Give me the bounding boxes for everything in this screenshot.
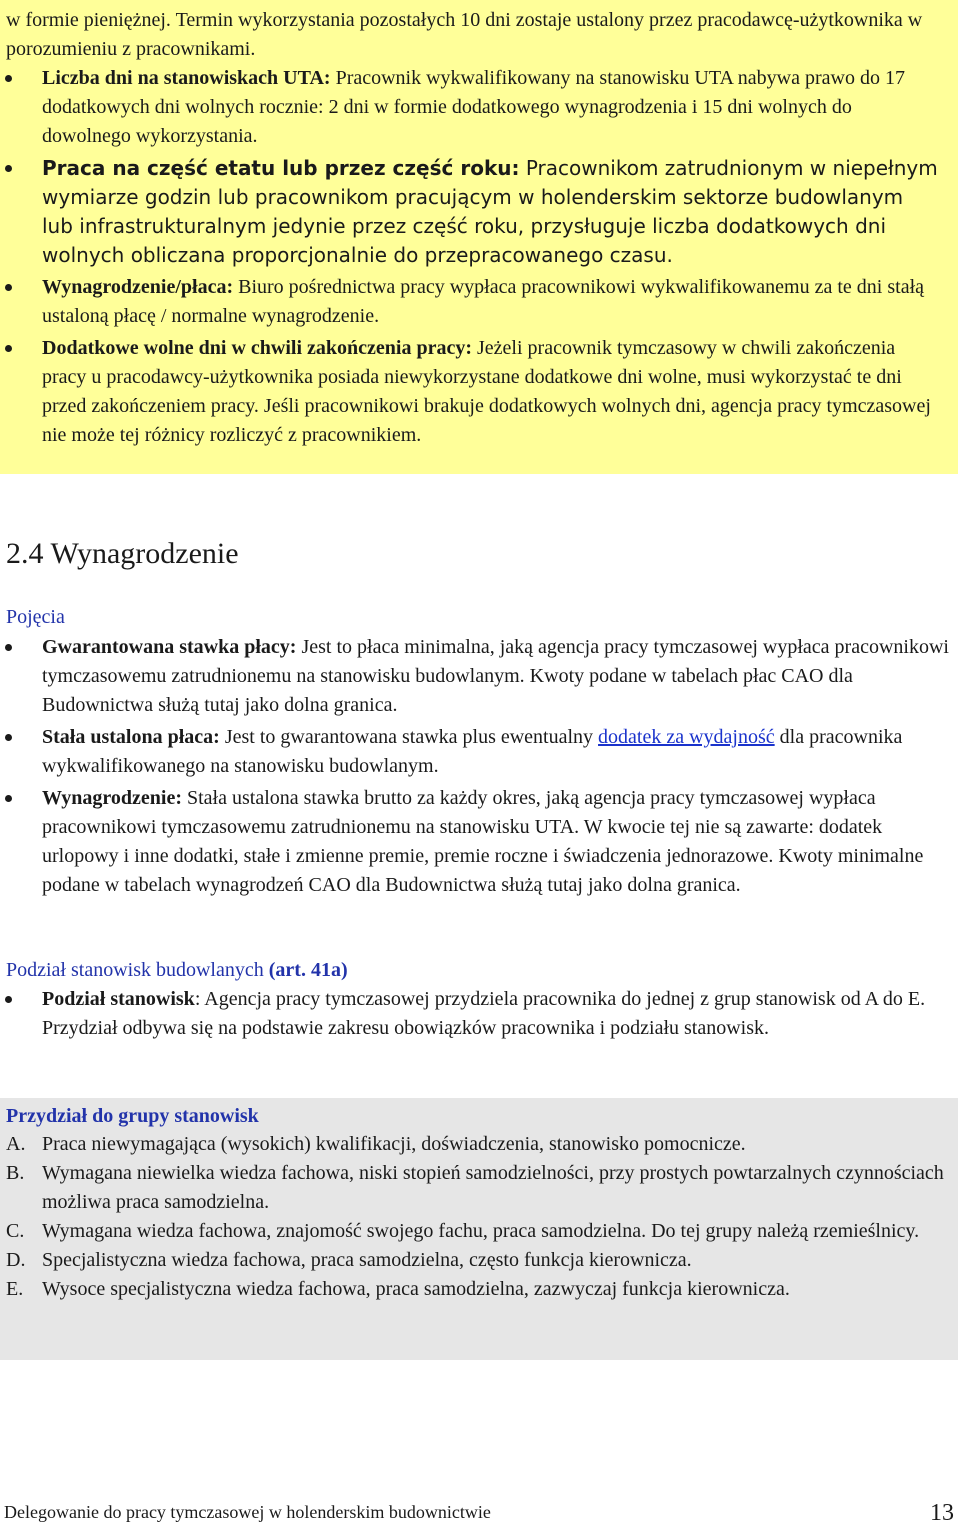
bullet-icon (5, 795, 12, 802)
bullet-icon (5, 75, 12, 82)
item-term: Dodatkowe wolne dni w chwili zakończenia pracy: (42, 337, 472, 359)
list-item (0, 985, 940, 1043)
item-text: Jeżeli pracownik tymczasowy w chwili zakończenia pracy u pracodawcy-użytkownika posiada niewykorzystane dodatkowe dni wolne, musi wykorzystać te dni przed zakończeniem pracy. Jeśli pracownikowi brakuje dodatkowych wolnych dni, agencja pracy tymczasowej nie może tej różnicy rozliczyć z pracownikiem. (42, 337, 931, 446)
list-item (0, 154, 940, 270)
bullet-icon (5, 644, 12, 651)
group-text: Wymagana wiedza fachowa, znajomość swojego fachu, praca samodzielna. Do tej grupy należą rzemieślnicy. (42, 1220, 920, 1242)
group-text: Specjalistyczna wiedza fachowa, praca samodzielna, często funkcja kierownicza. (42, 1249, 692, 1271)
item-text: Pracownik wykwalifikowany na stanowisku UTA nabywa prawo do 17 dodatkowych dni wolnych rocznie: 2 dni w formie dodatkowego wynagrodzenia i 15 dni wolnych do dowolnego wykorzystania. (42, 67, 905, 147)
item-text: : Agencja pracy tymczasowej przydziela pracownika do jednej z grup stanowisk od A do E. Przydział odbywa się na podstawie zakresu obowiązków pracownika i podziału stanowisk. (42, 988, 926, 1039)
group-letter: D. (6, 1249, 26, 1271)
group-item (0, 1159, 958, 1217)
group-letter: A. (6, 1133, 26, 1155)
item-text: Jest to płaca minimalna, jaką agencja pracy tymczasowej wypłaca pracownikowi tymczasowemu zatrudnionemu na stanowisku budowlanym. Kwoty podane w tabelach płac CAO dla Budownictwa służą tutaj jako dolna granica. (42, 636, 949, 716)
bullet-icon (5, 284, 12, 291)
group-letter: B. (6, 1162, 25, 1184)
bullet-icon (5, 734, 12, 741)
group-letter: C. (6, 1220, 25, 1242)
item-term: Wynagrodzenie/płaca: (42, 276, 234, 298)
bullet-icon (5, 996, 12, 1003)
item-term: Liczba dni na stanowiskach UTA: (42, 67, 331, 89)
list-item (0, 723, 950, 781)
item-term: Podział stanowisk (42, 988, 195, 1010)
item-text: Jest to gwarantowana stawka plus ewentualny (219, 726, 599, 748)
yellow-bullet-list (0, 64, 940, 450)
item-text: Biuro pośrednictwa pracy wypłaca pracownikowi wykwalifikowanemu za te dni stałą ustaloną płacę / normalne wynagrodzenie. (42, 276, 924, 327)
concepts-title: Pojęcia (6, 606, 65, 628)
groups-title: Przydział do grupy stanowisk (6, 1105, 259, 1127)
group-text: Wymagana niewielka wiedza fachowa, niski stopień samodzielności, przy prostych powtarzalnych czynnościach możliwa praca samodzielna. (42, 1162, 944, 1213)
footer-text: Delegowanie do pracy tymczasowej w holenderskim budownictwie (4, 1502, 491, 1522)
continuation-text: w formie pieniężnej. Termin wykorzystania pozostałych 10 dni zostaje ustalony przez pracodawcę-użytkownika w porozumieniu z pracownikami. (6, 9, 923, 60)
item-term: Praca na część etatu lub przez część roku: (42, 156, 520, 180)
section-heading: 2.4 Wynagrodzenie (6, 537, 239, 570)
list-item (0, 64, 940, 151)
bullet-icon (5, 345, 12, 352)
item-text: Pracownikom zatrudnionym w niepełnym wymiarze godzin lub pracownikom pracującym w holenderskim sektorze budowlanym lub infrastrukturalnym jedynie przez część roku, przysługuje liczba dodatkowych dni wolnych obliczana proporcjonalnie do przepracowanego czasu. (42, 156, 938, 267)
division-title-text: Podział stanowisk budowlanych (6, 959, 264, 981)
group-text: Wysoce specjalistyczna wiedza fachowa, praca samodzielna, zazwyczaj funkcja kierownicza. (42, 1278, 790, 1300)
group-item (0, 1130, 958, 1159)
item-term: Wynagrodzenie: (42, 787, 182, 809)
list-item (0, 273, 940, 331)
concepts-list (0, 633, 950, 900)
group-text: Praca niewymagająca (wysokich) kwalifikacji, doświadczenia, stanowisko pomocnicze. (42, 1133, 746, 1155)
groups-list (0, 1130, 958, 1304)
list-item (0, 784, 950, 900)
item-term: Gwarantowana stawka płacy: (42, 636, 297, 658)
division-title (6, 956, 348, 984)
group-item (0, 1217, 958, 1246)
division-ref: (art. 41a) (263, 959, 348, 981)
item-text: Stała ustalona stawka brutto za każdy okres, jaką agencja pracy tymczasowej wypłaca pracownikowi tymczasowemu zatrudnionemu na stanowisku UTA. W kwocie tej nie są zawarte: dodatek urlopowy i inne dodatki, stałe i zmienne premie, premie roczne i świadczenia jednorazowe. Kwoty minimalne podane w tabelach wynagrodzeń CAO dla Budownictwa służą tutaj jako dolna granica. (42, 787, 924, 896)
group-item (0, 1275, 958, 1304)
item-text: dla pracownika wykwalifikowanego na stanowisku budowlanym. (42, 726, 903, 777)
page-number: 13 (930, 1500, 954, 1526)
group-letter: E. (6, 1278, 24, 1300)
list-item (0, 334, 940, 450)
item-term: Stała ustalona płaca: (42, 726, 220, 748)
productivity-bonus-link[interactable]: dodatek za wydajność (598, 726, 775, 748)
division-list (0, 985, 940, 1043)
group-item (0, 1246, 958, 1275)
bullet-icon (5, 165, 12, 172)
list-item (0, 633, 950, 720)
